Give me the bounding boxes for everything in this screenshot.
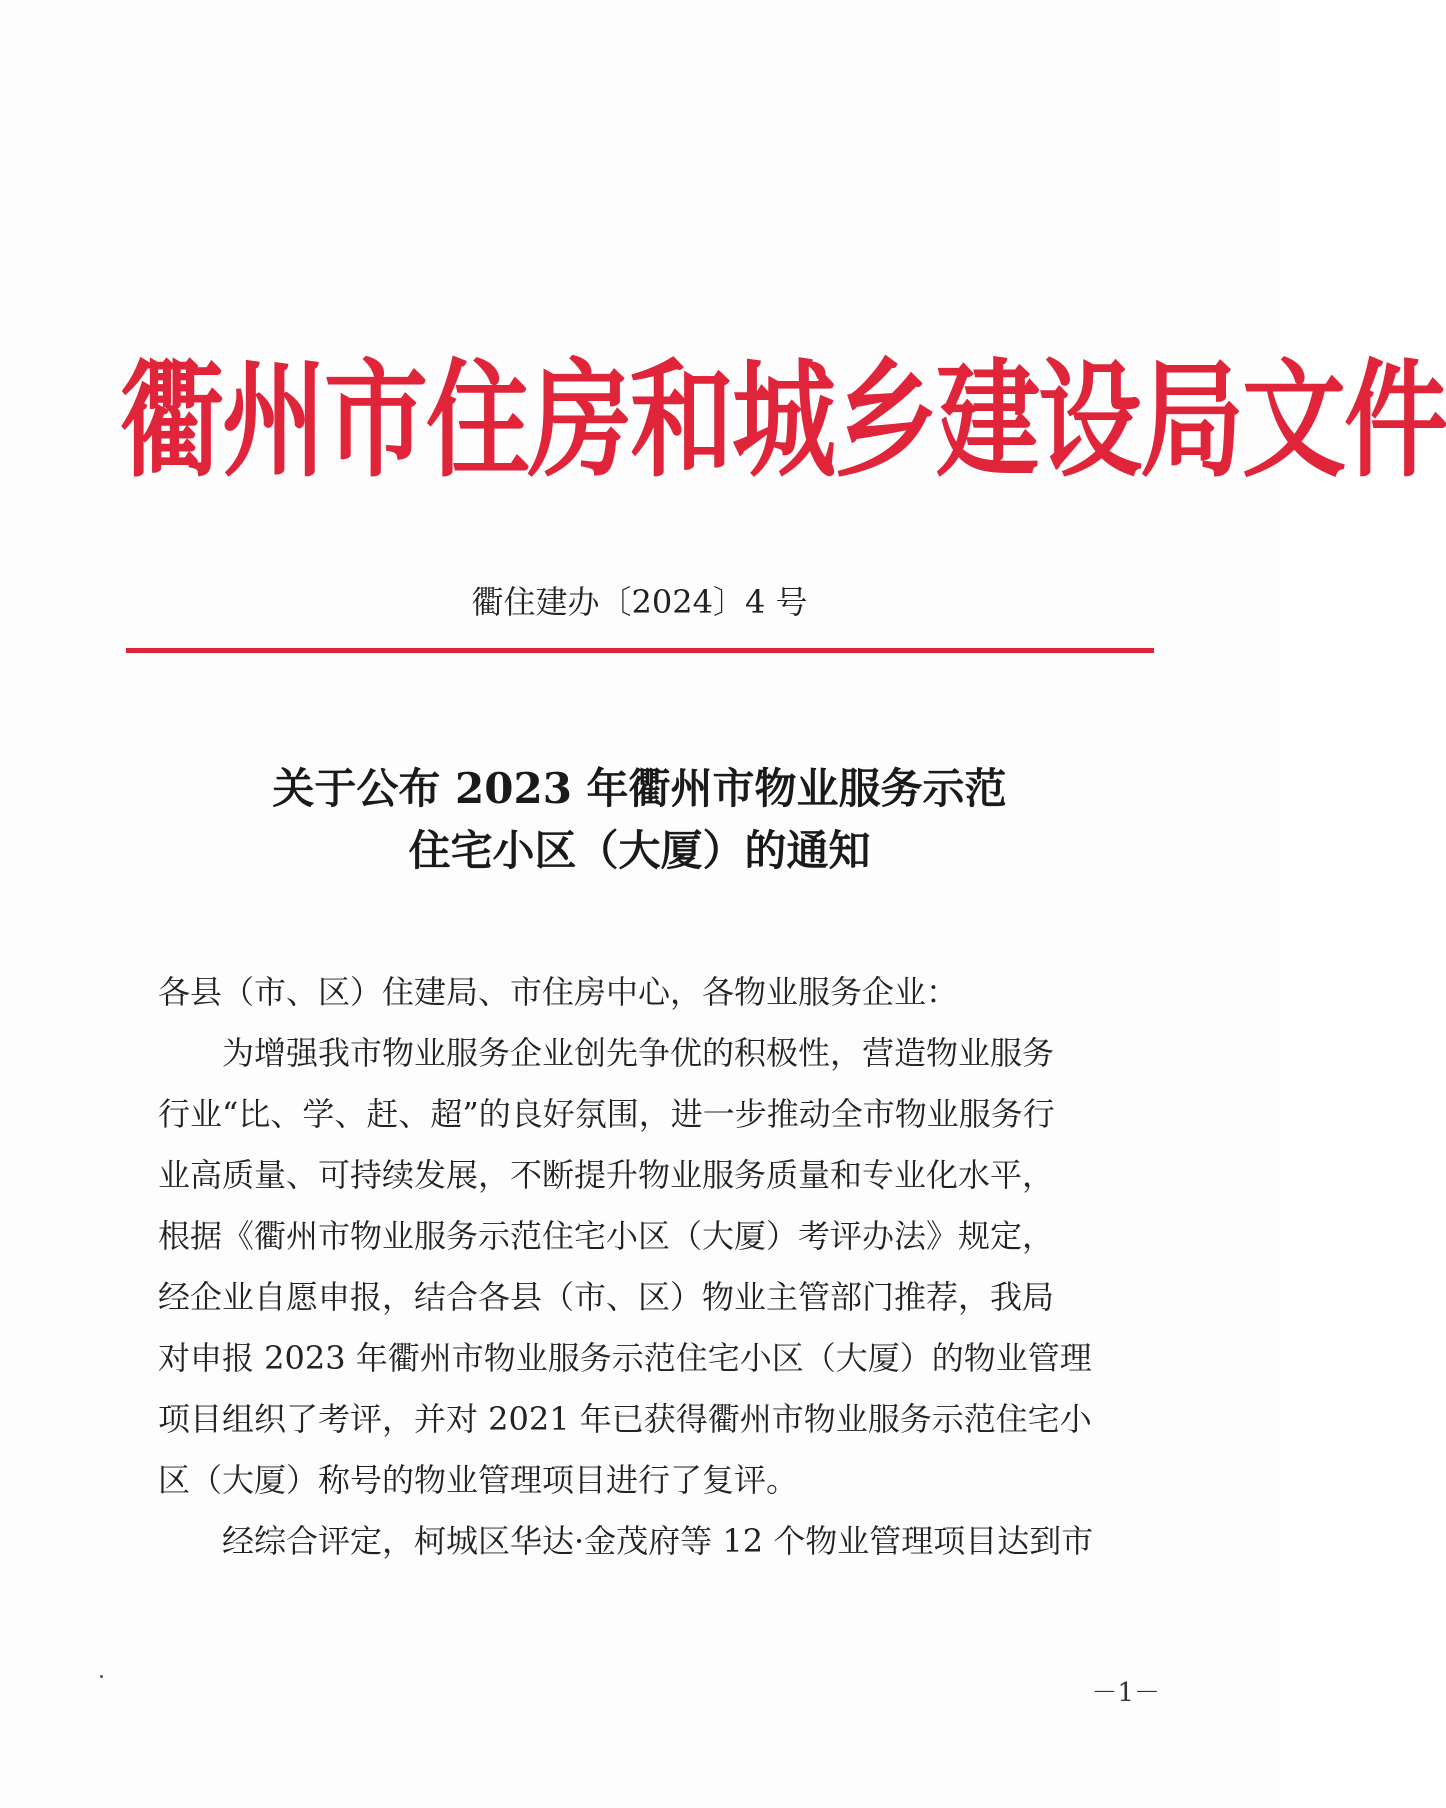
body-line: 对申报 2023 年衢州市物业服务示范住宅小区（大厦）的物业管理 xyxy=(158,1339,1092,1377)
body-line: 根据《衢州市物业服务示范住宅小区（大厦）考评办法》规定， xyxy=(158,1217,1055,1255)
body-line: 项目组织了考评，并对 2021 年已获得衢州市物业服务示范住宅小 xyxy=(158,1400,1092,1438)
scan-speck xyxy=(100,1675,103,1678)
page-number: －1－ xyxy=(1091,1678,1160,1708)
body-line: 为增强我市物业服务企业创先争优的积极性，营造物业服务 xyxy=(222,1034,1055,1072)
document-title xyxy=(0,758,1279,882)
body-line: 经综合评定，柯城区华达·金茂府等 12 个物业管理项目达到市 xyxy=(222,1522,1094,1560)
title-line-1: 关于公布 2023 年衢州市物业服务示范 xyxy=(272,764,1007,813)
body-line: 行业“比、学、赶、超”的良好氛围，进一步推动全市物业服务行 xyxy=(158,1095,1055,1133)
body-line: 区（大厦）称号的物业管理项目进行了复评。 xyxy=(158,1461,799,1499)
red-divider-line xyxy=(126,648,1154,653)
document-body xyxy=(158,962,1118,1572)
body-line: 业高质量、可持续发展，不断提升物业服务质量和专业化水平， xyxy=(158,1156,1055,1194)
agency-letterhead: 衢州市住房和城乡建设局文件 xyxy=(120,345,1446,495)
document-number: 衢住建办〔2024〕4 号 xyxy=(471,583,808,621)
salutation: 各县（市、区）住建局、市住房中心，各物业服务企业： xyxy=(158,973,959,1011)
body-line: 经企业自愿申报，结合各县（市、区）物业主管部门推荐，我局 xyxy=(158,1278,1055,1316)
title-line-2: 住宅小区（大厦）的通知 xyxy=(408,826,871,875)
